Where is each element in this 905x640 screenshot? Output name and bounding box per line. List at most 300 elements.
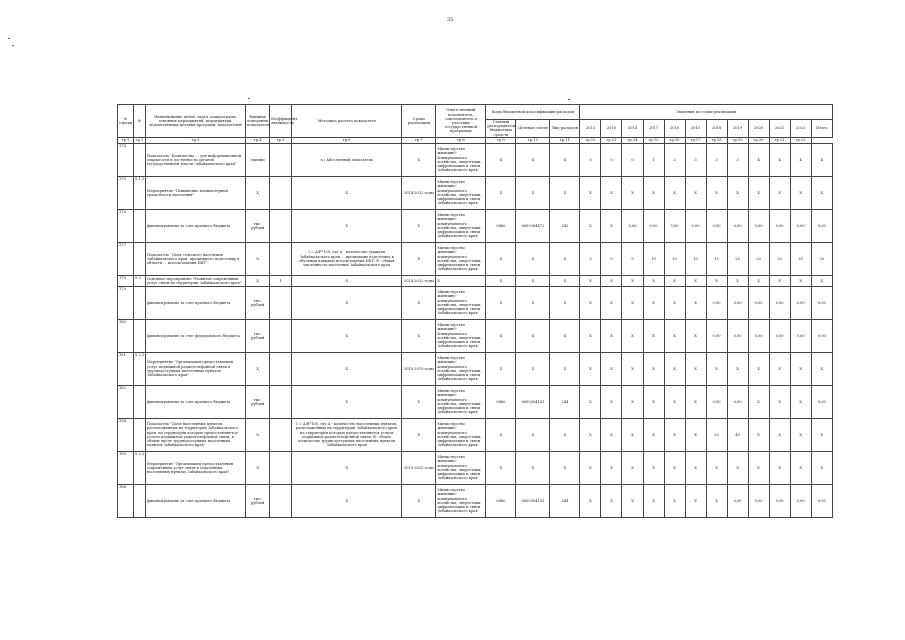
- year-value: X: [685, 418, 706, 451]
- year-value: X: [622, 352, 643, 385]
- code-cs: X: [516, 319, 550, 352]
- code-vr: X: [550, 418, 580, 451]
- column-number: гр.8: [436, 137, 486, 143]
- method: X: [292, 286, 402, 319]
- year-value: X: [811, 418, 832, 451]
- year-value: X: [601, 385, 622, 418]
- column-number: гр.22: [790, 137, 811, 143]
- year-value: X: [622, 484, 643, 517]
- year-value: X: [664, 484, 685, 517]
- year-value: X: [769, 176, 790, 209]
- unit: тыс. рублей: [246, 385, 270, 418]
- year-value: X: [580, 451, 601, 484]
- year-value: X: [664, 275, 685, 286]
- column-number: гр.11: [550, 137, 580, 143]
- table-row: [118, 143, 833, 176]
- year-value: 40: [727, 418, 748, 451]
- year-value: X: [727, 451, 748, 484]
- year-value: 4: [811, 143, 832, 176]
- column-number: гр.17: [685, 137, 706, 143]
- scan-speck: [248, 98, 250, 99]
- column-number: гр.21: [769, 137, 790, 143]
- year-value: 0,00: [727, 286, 748, 319]
- responsible: Министерство жилищно-коммунального хозяйства, энергетики, цифровизации и связи Забайкальского края: [436, 143, 486, 176]
- year-value: X: [580, 385, 601, 418]
- code-vr: 244: [550, 484, 580, 517]
- row-number: 177: [118, 242, 134, 275]
- year-value: X: [643, 352, 664, 385]
- column-number: гр.9: [486, 137, 516, 143]
- header-year: 2016: [664, 120, 685, 138]
- year-value: X: [706, 352, 727, 385]
- column-number: гр.19: [727, 137, 748, 143]
- year-value: X: [622, 275, 643, 286]
- responsible: Министерство жилищно-коммунального хозяйства, энергетики, цифровизации и связи Забайкальского края: [436, 352, 486, 385]
- terms: X: [402, 242, 436, 275]
- unit: единиц: [246, 143, 270, 176]
- unit: тыс. рублей: [246, 319, 270, 352]
- year-value: X: [790, 418, 811, 451]
- year-value: X: [769, 275, 790, 286]
- column-number: гр.5: [270, 137, 292, 143]
- code-cs: X: [516, 451, 550, 484]
- year-value: X: [643, 319, 664, 352]
- year-value: X: [664, 176, 685, 209]
- code-cs: 0650304181: [516, 385, 550, 418]
- terms: 2014-2022 годы: [402, 275, 436, 286]
- year-value: 0: [601, 242, 622, 275]
- table-row: [118, 385, 833, 418]
- item-name: финансирование за счет краевого бюджета: [146, 209, 246, 242]
- coefficient: [270, 143, 292, 176]
- code-grbs: X: [486, 143, 516, 176]
- year-value: 0,00: [811, 385, 832, 418]
- table-row: [118, 176, 833, 209]
- item-number: [134, 319, 146, 352]
- coefficient: 1: [270, 275, 292, 286]
- header-code-sub: Целевая статья: [516, 120, 550, 138]
- item-number: 5.2.1: [134, 352, 146, 385]
- row-number: 179: [118, 286, 134, 319]
- year-value: 4: [769, 143, 790, 176]
- coefficient: [270, 286, 292, 319]
- item-name: Показатель "Доля сельского населения Забайкальского края, прошедшего подготовку в области ... использования ИКТ": [146, 242, 246, 275]
- year-value: X: [580, 352, 601, 385]
- year-value: X: [664, 451, 685, 484]
- year-value: X: [727, 275, 748, 286]
- item-number: [134, 484, 146, 517]
- year-value: X: [706, 176, 727, 209]
- year-value: X: [643, 385, 664, 418]
- year-value: 10: [643, 242, 664, 275]
- unit: X: [246, 352, 270, 385]
- year-value: 20: [748, 242, 769, 275]
- column-number: гр.4: [246, 137, 270, 143]
- year-value: X: [811, 275, 832, 286]
- method: X: [292, 451, 402, 484]
- item-number: 5.2.2: [134, 451, 146, 484]
- year-value: 5,00: [664, 209, 685, 242]
- code-grbs: 0460: [486, 209, 516, 242]
- year-value: X: [748, 418, 769, 451]
- terms: X: [402, 209, 436, 242]
- item-number: [134, 143, 146, 176]
- item-number: [134, 418, 146, 451]
- code-cs: X: [516, 418, 550, 451]
- year-value: X: [622, 319, 643, 352]
- year-value: 20: [790, 242, 811, 275]
- year-value: 0,00: [790, 286, 811, 319]
- table-row: [118, 352, 833, 385]
- year-value: 0,00: [727, 385, 748, 418]
- method: X: [292, 319, 402, 352]
- year-value: 4: [748, 143, 769, 176]
- table-row: [118, 209, 833, 242]
- unit: X: [246, 176, 270, 209]
- year-value: X: [685, 176, 706, 209]
- header-year: 2019: [727, 120, 748, 138]
- terms: X: [402, 143, 436, 176]
- year-value: 0,00: [622, 209, 643, 242]
- year-value: X: [622, 418, 643, 451]
- row-number: 185: [118, 451, 134, 484]
- terms: 2015-2019 годы: [402, 352, 436, 385]
- year-value: X: [685, 319, 706, 352]
- row-number: 176: [118, 209, 134, 242]
- header-unit: Единица измерения показателя: [246, 105, 270, 138]
- year-value: X: [622, 451, 643, 484]
- code-grbs: X: [486, 319, 516, 352]
- column-number: гр.20: [748, 137, 769, 143]
- year-value: 0,00: [685, 209, 706, 242]
- year-value: X: [664, 418, 685, 451]
- header-rownum: № строки: [118, 105, 134, 138]
- coefficient: [270, 385, 292, 418]
- unit: %: [246, 418, 270, 451]
- column-number: гр.6: [292, 137, 402, 143]
- method: I = A/B*100, где A - количество населенных пунктов, расположенных на территории Забайкальского края, на территории которых предоставляются услуги подвижной радиотелефонной связи; B - общее количество труднодоступных населенных пунктов Забайкальского края: [292, 418, 402, 451]
- year-value: 0,00: [748, 286, 769, 319]
- year-value: X: [685, 275, 706, 286]
- coefficient: [270, 209, 292, 242]
- year-value: X: [601, 275, 622, 286]
- year-value: X: [664, 286, 685, 319]
- row-number: 182: [118, 385, 134, 418]
- year-value: 0,00: [727, 484, 748, 517]
- year-value: X: [664, 385, 685, 418]
- column-number: гр.13: [601, 137, 622, 143]
- code-vr: 244: [550, 385, 580, 418]
- item-name: финансирование за счет краевого бюджета: [146, 484, 246, 517]
- year-value: 5: [622, 242, 643, 275]
- unit: %: [246, 242, 270, 275]
- year-value: X: [727, 176, 748, 209]
- year-value: 20: [706, 418, 727, 451]
- method: X: [292, 352, 402, 385]
- responsible: Министерство жилищно-коммунального хозяйства, энергетики, цифровизации и связи Забайкальского края: [436, 286, 486, 319]
- method: X: [292, 484, 402, 517]
- year-value: 2: [664, 143, 685, 176]
- year-value: X: [685, 352, 706, 385]
- unit: тыс. рублей: [246, 484, 270, 517]
- header-code-sub: Вид расходов: [550, 120, 580, 138]
- year-value: 0,00: [706, 319, 727, 352]
- year-value: 0,00: [769, 319, 790, 352]
- year-value: 3: [727, 143, 748, 176]
- column-number: гр.16: [664, 137, 685, 143]
- code-grbs: X: [486, 242, 516, 275]
- column-number: гр.12: [580, 137, 601, 143]
- column-number: гр.18: [706, 137, 727, 143]
- year-value: X: [580, 484, 601, 517]
- code-vr: X: [550, 352, 580, 385]
- year-value: X: [601, 451, 622, 484]
- year-value: X: [769, 418, 790, 451]
- year-value: X: [685, 286, 706, 319]
- code-cs: X: [516, 275, 550, 286]
- responsible: Министерство жилищно-коммунального хозяйства, энергетики, цифровизации и связи Забайкальского края: [436, 385, 486, 418]
- code-vr: X: [550, 242, 580, 275]
- terms: 2019-2022 годы: [402, 451, 436, 484]
- item-name: финансирование за счет федерального бюджета: [146, 319, 246, 352]
- year-value: X: [580, 176, 601, 209]
- item-number: [134, 286, 146, 319]
- year-value: X: [643, 275, 664, 286]
- header-responsible: Ответственный исполнитель, соисполнитель и участник государственной программы: [436, 105, 486, 138]
- item-name: Мероприятие "Организация предоставления услуг подвижной радиотелефонной связи в труднодоступных населенных пунктах Забайкальского края": [146, 352, 246, 385]
- year-value: X: [664, 319, 685, 352]
- item-name: финансирование за счет краевого бюджета: [146, 286, 246, 319]
- year-value: X: [790, 176, 811, 209]
- year-value: X: [748, 451, 769, 484]
- code-cs: X: [516, 176, 550, 209]
- item-name: Мероприятие "Организация предоставления современных услуг связи в отдаленных населенных пунктах Забайкальского края": [146, 451, 246, 484]
- item-name: Показатель "Количество ... для информационной открытости и доступности органов государственной власти Забайкальского края": [146, 143, 246, 176]
- table-row: [118, 484, 833, 517]
- row-number: 174: [118, 143, 134, 176]
- year-value: X: [748, 176, 769, 209]
- terms: X: [402, 319, 436, 352]
- scan-speck: [568, 99, 570, 100]
- terms: X: [402, 418, 436, 451]
- scan-speck: [12, 45, 14, 46]
- year-value: 0,00: [811, 286, 832, 319]
- year-value: X: [811, 352, 832, 385]
- year-value: X: [706, 451, 727, 484]
- unit: X: [246, 451, 270, 484]
- year-value: X: [580, 275, 601, 286]
- item-number: [134, 209, 146, 242]
- unit: X: [246, 275, 270, 286]
- code-grbs: X: [486, 352, 516, 385]
- method: X: [292, 385, 402, 418]
- column-number: гр.10: [516, 137, 550, 143]
- responsible: X: [436, 275, 486, 286]
- year-value: X: [643, 418, 664, 451]
- code-cs: X: [516, 242, 550, 275]
- year-value: X: [643, 451, 664, 484]
- code-vr: 242: [550, 209, 580, 242]
- row-number: 178: [118, 275, 134, 286]
- terms: X: [402, 484, 436, 517]
- year-value: X: [580, 286, 601, 319]
- column-number: гр.7: [402, 137, 436, 143]
- year-value: X: [706, 275, 727, 286]
- year-value: 10: [664, 242, 685, 275]
- header-year: 2020: [748, 120, 769, 138]
- year-value: 5,00: [748, 209, 769, 242]
- year-value: X: [685, 451, 706, 484]
- code-vr: X: [550, 275, 580, 286]
- item-name: Мероприятие "Повышение компьютерной грамотности населения": [146, 176, 246, 209]
- responsible: Министерство жилищно-коммунального хозяйства, энергетики, цифровизации и связи Забайкальского края: [436, 176, 486, 209]
- year-value: 0,00: [769, 209, 790, 242]
- code-vr: X: [550, 176, 580, 209]
- item-number: [134, 242, 146, 275]
- header-code-sub: Главный распорядитель бюджетных средств: [487, 120, 516, 137]
- year-value: X: [769, 352, 790, 385]
- coefficient: [270, 319, 292, 352]
- header-year: 2015: [601, 120, 622, 138]
- code-cs: X: [516, 143, 550, 176]
- row-number: 180: [118, 319, 134, 352]
- year-value: 10: [685, 242, 706, 275]
- header-year: 2021: [769, 120, 790, 138]
- year-value: X: [643, 176, 664, 209]
- code-vr: X: [550, 286, 580, 319]
- code-grbs: X: [486, 286, 516, 319]
- responsible: Министерство жилищно-коммунального хозяйства, энергетики, цифровизации и связи Забайкальского края: [436, 418, 486, 451]
- year-value: X: [727, 352, 748, 385]
- year-value: X: [748, 352, 769, 385]
- item-name: финансирование за счет краевого бюджета: [146, 385, 246, 418]
- coefficient: [270, 484, 292, 517]
- year-value: X: [601, 176, 622, 209]
- terms: 2014-2022 годы: [402, 176, 436, 209]
- method: X: [292, 209, 402, 242]
- header-name: Наименование целей, задач, подпрограмм, основных мероприятий, мероприятий, ведомственных целевых программ, показателей: [146, 105, 246, 138]
- coefficient: [270, 352, 292, 385]
- terms: X: [402, 385, 436, 418]
- year-value: 0,00: [643, 209, 664, 242]
- year-value: X: [811, 176, 832, 209]
- year-value: 0,00: [769, 286, 790, 319]
- year-value: X: [790, 385, 811, 418]
- column-number: гр.3: [146, 137, 246, 143]
- column-number: гр.2: [134, 137, 146, 143]
- year-value: X: [748, 275, 769, 286]
- coefficient: [270, 242, 292, 275]
- method: I = A/P*100, где A - количество граждан Забайкальского края ... прошедших подготовку в обучении навыкам использования ИКТ; B - общая численность населения Забайкальского края: [292, 242, 402, 275]
- responsible: Министерство жилищно-коммунального хозяйства, энергетики, цифровизации и связи Забайкальского края: [436, 209, 486, 242]
- unit: тыс. рублей: [246, 209, 270, 242]
- row-number: 175: [118, 176, 134, 209]
- code-cs: X: [516, 352, 550, 385]
- code-vr: X: [550, 451, 580, 484]
- year-value: X: [706, 484, 727, 517]
- header-year: 2017: [643, 120, 664, 138]
- year-value: 0,00: [706, 209, 727, 242]
- header-year: 2015: [685, 120, 706, 138]
- coefficient: [270, 451, 292, 484]
- year-value: X: [643, 286, 664, 319]
- responsible: Министерство жилищно-коммунального хозяйства, энергетики, цифровизации и связи Забайкальского края: [436, 319, 486, 352]
- year-value: X: [622, 176, 643, 209]
- year-value: X: [580, 319, 601, 352]
- code-grbs: 0460: [486, 484, 516, 517]
- year-value: X: [601, 352, 622, 385]
- header-year: 2022: [790, 120, 811, 138]
- year-value: 0,00: [706, 286, 727, 319]
- year-value: 15: [706, 242, 727, 275]
- year-value: X: [601, 319, 622, 352]
- code-vr: X: [550, 143, 580, 176]
- responsible: Министерство жилищно-коммунального хозяйства, энергетики, цифровизации и связи Забайкальского края: [436, 484, 486, 517]
- header-num: №: [134, 105, 146, 138]
- table-row: [118, 242, 833, 275]
- table-row: [118, 451, 833, 484]
- year-value: 0,00: [769, 484, 790, 517]
- year-value: 0: [580, 242, 601, 275]
- year-value: 0: [601, 143, 622, 176]
- year-value: X: [643, 484, 664, 517]
- year-value: 20: [811, 242, 832, 275]
- code-grbs: 0460: [486, 385, 516, 418]
- header-codes: Коды бюджетной классификации расходов: [486, 105, 580, 120]
- header-terms: Сроки реализации: [402, 105, 436, 138]
- header-year: 2018: [706, 120, 727, 138]
- unit: тыс. рублей: [246, 286, 270, 319]
- code-vr: X: [550, 319, 580, 352]
- year-value: X: [748, 385, 769, 418]
- year-value: X: [685, 484, 706, 517]
- year-value: X: [601, 286, 622, 319]
- terms: X: [402, 286, 436, 319]
- method: X: [292, 176, 402, 209]
- row-number: 184: [118, 418, 134, 451]
- year-value: 0,00: [727, 319, 748, 352]
- table-row: [118, 319, 833, 352]
- code-grbs: X: [486, 418, 516, 451]
- method: X: [292, 275, 402, 286]
- year-value: 1: [643, 143, 664, 176]
- page-number: 35: [447, 17, 454, 23]
- year-value: 4: [790, 143, 811, 176]
- header-year: Итого: [811, 120, 832, 138]
- method: n / Абсолютный показатель: [292, 143, 402, 176]
- year-value: X: [769, 385, 790, 418]
- column-number: гр.15: [643, 137, 664, 143]
- year-value: X: [790, 352, 811, 385]
- responsible: Министерство жилищно-коммунального хозяйства, энергетики, цифровизации и связи Забайкальского края: [436, 451, 486, 484]
- year-value: X: [811, 451, 832, 484]
- scan-speck: [8, 38, 10, 39]
- year-value: 0,00: [748, 319, 769, 352]
- header-method: Методика расчета показателя: [292, 105, 402, 138]
- item-name: Основное мероприятие "Развитие современных услуг связи на территории Забайкальского края": [146, 275, 246, 286]
- year-value: 0,00: [706, 385, 727, 418]
- table-row: [118, 275, 833, 286]
- year-value: X: [601, 484, 622, 517]
- year-value: 0,00: [790, 484, 811, 517]
- year-value: X: [790, 275, 811, 286]
- header-values: Значения по годам реализации: [580, 105, 833, 120]
- table-row: [118, 286, 833, 319]
- item-name: Показатель "Доля населенных пунктов, расположенных на территории Забайкальского края, на территории которых предоставляются услуги подвижной радиотелефонной связи, в общем числе труднодоступных населенных пунктов Забайкальского края": [146, 418, 246, 451]
- table-row: [118, 418, 833, 451]
- year-value: 3: [685, 143, 706, 176]
- code-cs: 0650304191: [516, 484, 550, 517]
